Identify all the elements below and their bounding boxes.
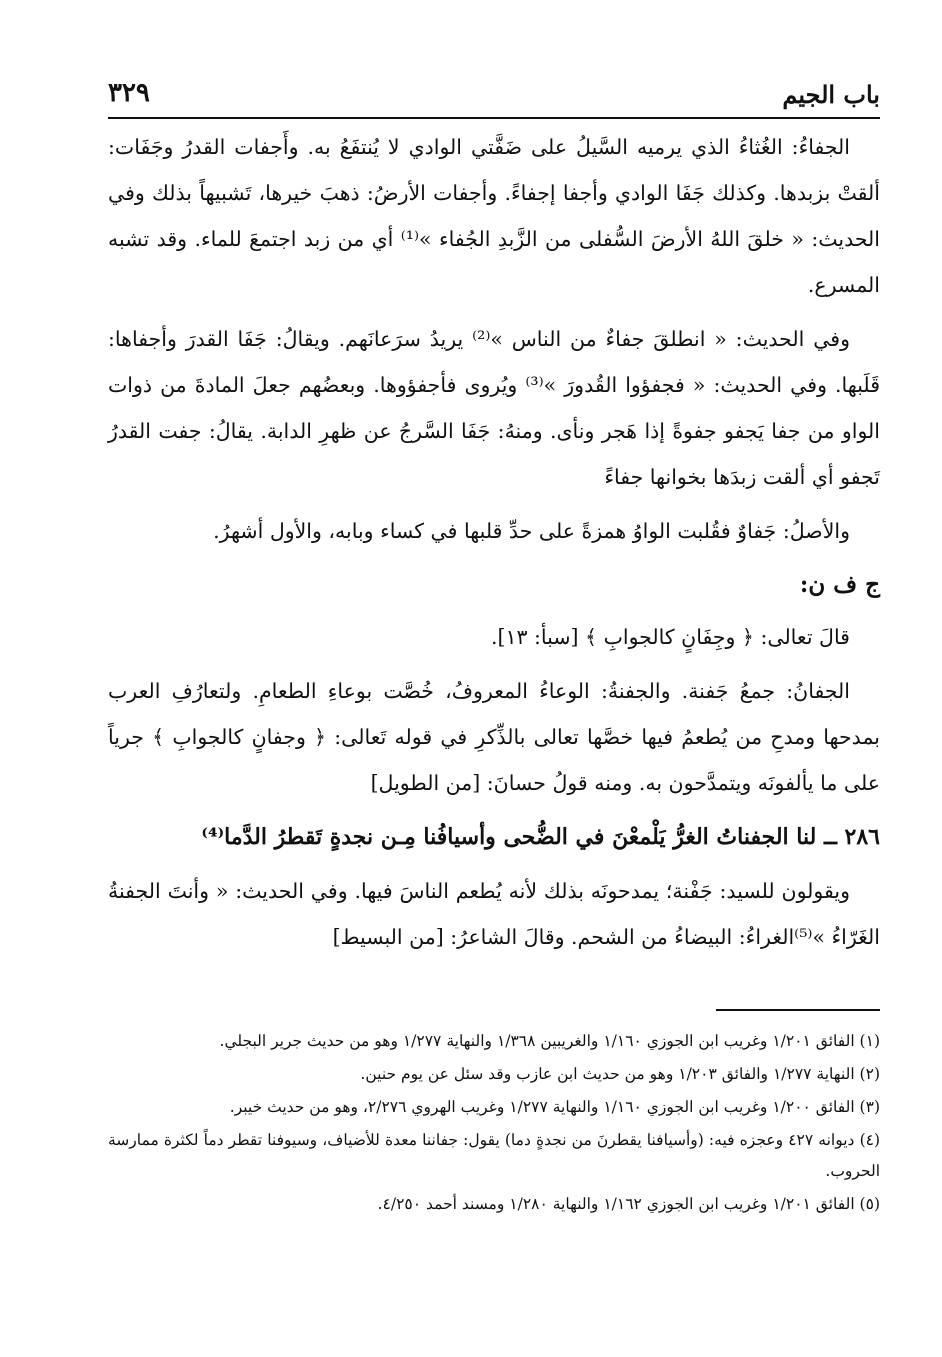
footnote-2: (٢) النهاية ١/٢٧٧ والفائق ١/٢٠٣ وهو من حديث ابن عازب وقد سئل عن يوم حنين. xyxy=(360,1065,880,1083)
footnote-3: (٣) الفائق ١/٢٠٠ وغريب ابن الجوزي ١/١٦٠ والنهاية ١/٢٧٧ وغريب الهروي ٢/٢٧٦، وهو من حديث خيبر. xyxy=(229,1098,880,1116)
paragraph-quran-verse: قالَ تعالى: ﴿ وجِفَانٍ كالجوابِ ﴾ [سبأ: ١٣]. xyxy=(490,625,850,649)
page-number: ٣٢٩ xyxy=(108,78,150,108)
chapter-title: باب الجيم xyxy=(782,80,880,109)
poetry-verse: ٢٨٦ ــ لنا الجفناتُ الغرُّ يَلْمعْنَ في الضُّحى وأسيافُنا مِـن نجدةٍ تَقطرُ الدَّما⁽⁴⁾ xyxy=(201,824,880,850)
footnote-4: (٤) ديوانه ٤٢٧ وعجزه فيه: (وأسيافنا يقطرنَ من نجدةٍ دما) يقول: جفاننا معدة للأضياف، وسيوفنا تقطر دماً لكثرة ممارسة الحروب. xyxy=(108,1131,881,1180)
header-rule xyxy=(108,117,880,119)
page-header xyxy=(108,74,880,114)
footnote-1: (١) الفائق ١/٢٠١ وغريب ابن الجوزي ١/١٦٠ والغريبين ١/٣٦٨ والنهاية ١/٢٧٧ وهو من حديث جرير البجلي. xyxy=(219,1032,880,1050)
footnote-rule xyxy=(716,1009,880,1011)
paragraph-jufaa: الجفاءُ: الغُثاءُ الذي يرميه السَّيلُ على ضَفَّتي الوادي لا يُنتفَعُ به. وأَجفات القدرُ وجَفَات: ألقتْ بزبدها. وكذلك جَفَا الوادي وأجفا إجفاءً. وأجفات الأرضُ: ذهبَ خيرها، تَشبيهاً بذلك وفي الحديث: « خلقَ اللهُ الأرضَ السُّفلى من الزَّبدِ الجُفاء »⁽¹⁾ أي من زبد اجتمعَ للماء. وقد تشبه المسرع. xyxy=(108,135,881,297)
paragraph-hadith: وفي الحديث: « انطلقَ جفاءٌ من الناس »⁽²⁾ يريدُ سرَعانَهم. ويقالُ: جَفَا القدرَ وأجفاها: قَلَبها. وفي الحديث: « فجفؤوا القُدورَ »⁽³⁾ ويُروى فأجفؤوها. وبعضُهم جعلَ المادةَ من ذوات الواو من جفا يَجفو جفوةً إذا هَجر ونأى. ومنهُ: جَفَا السَّرجُ عن ظهرِ الدابة. يقالُ: جفت القدرُ تَجفو أي ألقت زبدَها بخوانها جفاءً xyxy=(108,327,881,489)
main-text xyxy=(108,124,880,968)
paragraph-jifan: الجفانُ: جمعُ جَفنة. والجفنةُ: الوعاءُ المعروفُ، خُصَّت بوعاءِ الطعامِ. ولتعارُفِ العرب بمدحها ومدحِ من يُطعمُ فيها خصَّها تعالى بالذِّكرِ في قوله تَعالى: ﴿ وجفانٍ كالجوابِ ﴾ جرياً على ما يألفونَه ويتمدَّحون به. ومنه قولُ حسانَ: [من الطويل] xyxy=(108,679,880,795)
section-heading: ج ف ن: xyxy=(799,571,880,598)
paragraph-sayyid: ويقولون للسيد: جَفْنة؛ يمدحونَه بذلك لأنه يُطعم الناسَ فيها. وفي الحديث: « وأنتَ الجفنةُ الغَرّاءُ »⁽⁵⁾الغراءُ: البيضاءُ من الشحم. وقالَ الشاعرُ: [من البسيط] xyxy=(108,879,880,949)
footnote-5: (٥) الفائق ١/٢٠١ وغريب ابن الجوزي ١/١٦٢ والنهاية ١/٢٨٠ ومسند أحمد ٤/٢٥٠. xyxy=(377,1195,880,1213)
paragraph-asl: والأصلُ: جَفاوٌ فقُلبت الواوُ همزةً على حدِّ قلبها في كساء وبابه، والأول أشهرُ. xyxy=(213,519,850,543)
footnotes xyxy=(108,1026,880,1222)
